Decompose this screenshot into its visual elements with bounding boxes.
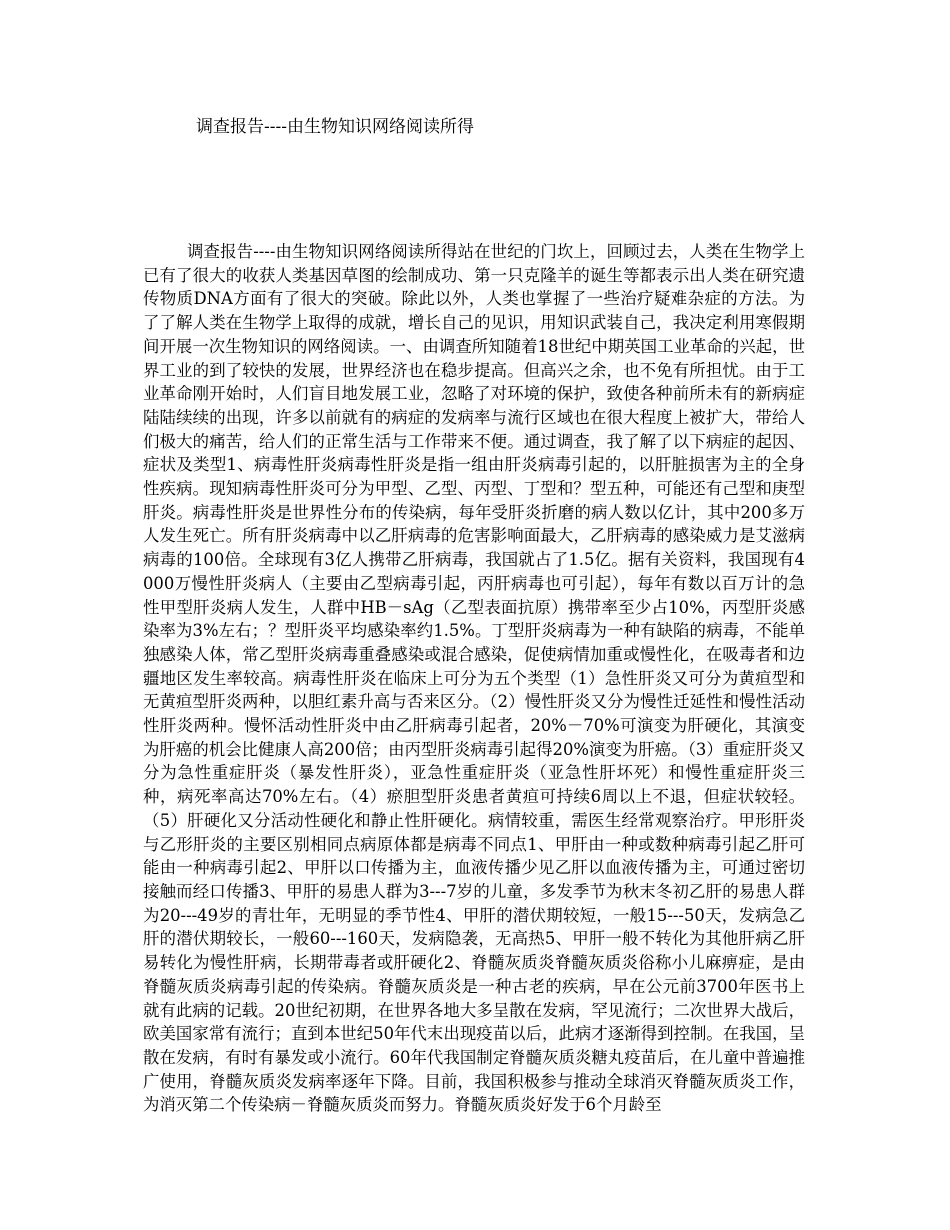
document-title: 调查报告----由生物知识网络阅读所得 — [196, 117, 474, 137]
document-body-paragraph: 调查报告----由生物知识网络阅读所得站在世纪的门坎上，回顾过去，人类在生物学上已有了很大的收获人类基因草图的绘制成功、第一只克隆羊的诞生等都表示出人类在研究遗传物质DNA方面有了很大的突破。除此以外，人类也掌握了一些治疗疑难杂症的方法。为了了解人类在生物学上取得的成就，增长自己的见识，用知识武装自己，我决定利用寒假期间开展一次生物知识的网络阅读。一、由调查所知随着18世纪中期英国工业革命的兴起，世界工业的到了较快的发展，世界经济也在稳步提高。但高兴之余，也不免有所担忧。由于工业革命刚开始时，人们盲目地发展工业，忽略了对环境的保护，致使各种前所未有的新病症陆陆续续的出现，许多以前就有的病症的发病率与流行区域也在很大程度上被扩大，带给人们极大的痛苦，给人们的正常生活与工作带来不便。通过调查，我了解了以下病症的起因、症状及类型1、病毒性肝炎病毒性肝炎是指一组由肝炎病毒引起的，以肝脏损害为主的全身性疾病。现知病毒性肝炎可分为甲型、乙型、丙型、丁型和？型五种，可能还有己型和庚型肝炎。病毒性肝炎是世界性分布的传染病，每年受肝炎折磨的病人数以亿计，其中200多万人发生死亡。所有肝炎病毒中以乙肝病毒的危害影响面最大，乙肝病毒的感染威力是艾滋病病毒的100倍。全球现有3亿人携带乙肝病毒，我国就占了1.5亿。据有关资料，我国现有4000万慢性肝炎病人（主要由乙型病毒引起，丙肝病毒也可引起），每年有数以百万计的急性甲型肝炎病人发生，人群中HB－sAg（乙型表面抗原）携带率至少占10%，丙型肝炎感染率为3%左右；？型肝炎平均感染率约1.5%。丁型肝炎病毒为一种有缺陷的病毒，不能单独感染人体，常乙型肝炎病毒重叠感染或混合感染，促使病情加重或慢性化，在吸毒者和边疆地区发生率较高。病毒性肝炎在临床上可分为五个类型（1）急性肝炎又可分为黄疸型和无黄疸型肝炎两种，以胆红素升高与否来区分。（2）慢性肝炎又分为慢性迁延性和慢性活动性肝炎两种。慢怀活动性肝炎中由乙肝病毒引起者，20%－70%可演变为肝硬化，其演变为肝癌的机会比健康人高200倍；由丙型肝炎病毒引起得20%演变为肝癌。（3）重症肝炎又分为急性重症肝炎（暴发性肝炎），亚急性重症肝炎（亚急性肝坏死）和慢性重症肝炎三种，病死率高达70%左右。（4）瘀胆型肝炎患者黄疸可持续6周以上不退，但症状较轻。（5）肝硬化又分活动性硬化和静止性肝硬化。病情较重，需医生经常观察治疗。甲形肝炎与乙形肝炎的主要区别相同点病原体都是病毒不同点1、甲肝由一种或数种病毒引起乙肝可能由一种病毒引起2、甲肝以口传播为主，血液传播少见乙肝以血液传播为主，可通过密切接触而经口传播3、甲肝的易患人群为3---7岁的儿童，多发季节为秋末冬初乙肝的易患人群为20---49岁的青壮年，无明显的季节性4、甲肝的潜伏期较短，一般15---50天，发病急乙肝的潜伏期较长，一般60---160天，发病隐袭，无高热5、甲肝一般不转化为其他肝病乙肝易转化为慢性肝病，长期带毒者或肝硬化2、脊髓灰质炎脊髓灰质炎俗称小儿麻痹症，是由脊髓灰质炎病毒引起的传染病。脊髓灰质炎是一种古老的疾病，早在公元前3700年医书上就有此病的记载。20世纪初期，在世界各地大多呈散在发病，罕见流行；二次世界大战后，欧美国家常有流行；直到本世纪50年代末出现疫苗以后，此病才逐渐得到控制。在我国，呈散在发病，有时有暴发或小流行。60年代我国制定脊髓灰质炎糖丸疫苗后，在儿童中普遍推广使用，脊髓灰质炎发病率逐年下降。目前，我国积极参与推动全球消灭脊髓灰质炎工作，为消灭第二个传染病－脊髓灰质炎而努力。脊髓灰质炎好发于6个月龄至 — [143, 242, 805, 1115]
